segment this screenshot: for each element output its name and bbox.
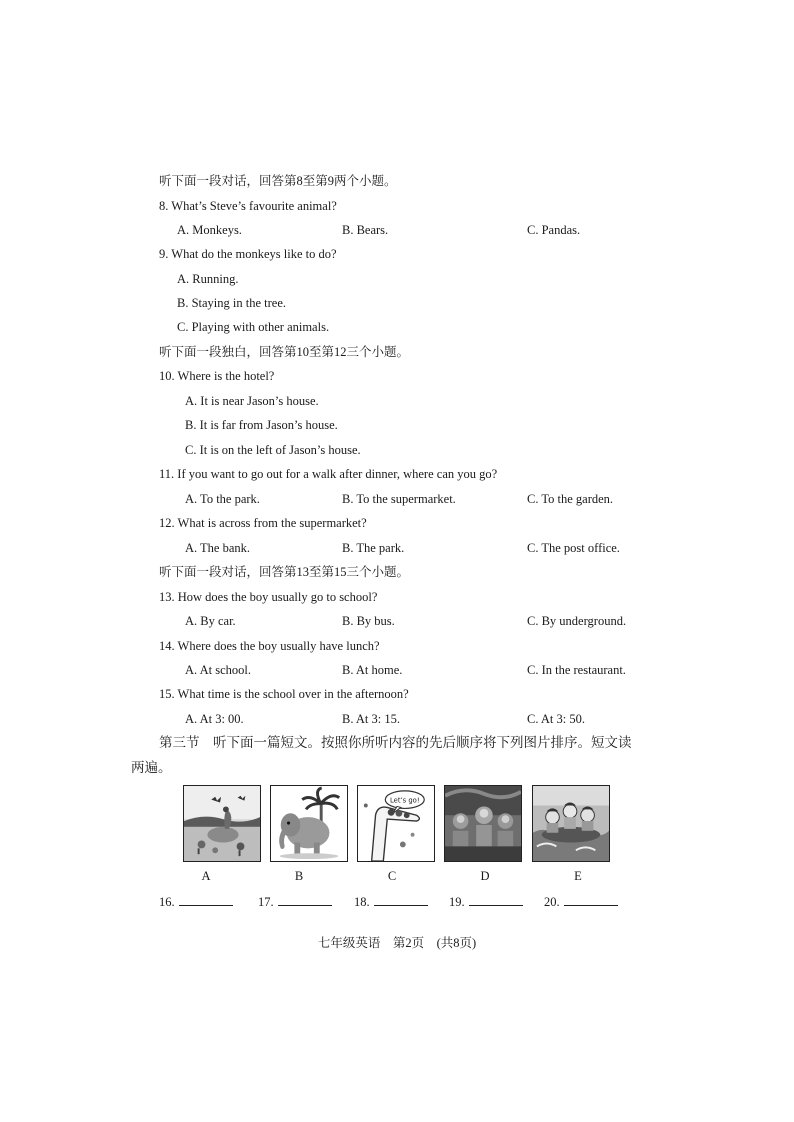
q8-option-a: A. Monkeys. [177, 223, 242, 237]
question-15: 15. What time is the school over in the afternoon? [159, 687, 409, 701]
picture-d-monkeys [444, 785, 522, 862]
q13-option-a: A. By car. [185, 614, 236, 628]
q15-option-a: A. At 3: 00. [185, 712, 244, 726]
answer-17-blank[interactable] [278, 893, 332, 906]
answer-16[interactable] [159, 893, 233, 910]
question-13: 13. How does the boy usually go to school? [159, 590, 378, 604]
answer-17[interactable] [258, 893, 332, 910]
picture-label-d: D [480, 869, 490, 883]
q15-option-c: C. At 3: 50. [527, 712, 585, 726]
section-intro-8-9: 听下面一段对话，回答第8至第9两个小题。 [159, 174, 397, 188]
question-9: 9. What do the monkeys like to do? [159, 247, 337, 261]
answer-19-number: 19. [449, 895, 465, 909]
q10-option-b: B. It is far from Jason’s house. [185, 418, 338, 432]
answer-19-blank[interactable] [469, 893, 523, 906]
q12-option-b: B. The park. [342, 541, 405, 555]
q12-option-a: A. The bank. [185, 541, 251, 555]
picture-e-children-rafting [532, 785, 610, 862]
q15-option-b: B. At 3: 15. [342, 712, 400, 726]
q11-option-c: C. To the garden. [527, 492, 614, 506]
answer-16-number: 16. [159, 895, 175, 909]
picture-label-b: B [294, 869, 304, 883]
q14-option-a: A. At school. [185, 663, 251, 677]
question-14: 14. Where does the boy usually have lunch? [159, 639, 380, 653]
q11-option-a: A. To the park. [185, 492, 260, 506]
answer-17-number: 17. [258, 895, 274, 909]
answer-20-blank[interactable] [564, 893, 618, 906]
q14-option-c: C. In the restaurant. [527, 663, 626, 677]
picture-label-e: E [574, 869, 582, 883]
q14-option-b: B. At home. [342, 663, 403, 677]
q13-option-b: B. By bus. [342, 614, 395, 628]
answer-19[interactable] [449, 893, 523, 910]
question-8: 8. What’s Steve’s favourite animal? [159, 199, 337, 213]
answer-20-number: 20. [544, 895, 560, 909]
answer-18[interactable] [354, 893, 428, 910]
q8-option-b: B. Bears. [342, 223, 389, 237]
answer-18-blank[interactable] [374, 893, 428, 906]
q8-option-c: C. Pandas. [527, 223, 581, 237]
section-intro-10-12: 听下面一段独白，回答第10至第12三个小题。 [159, 345, 410, 359]
section-intro-13-15: 听下面一段对话，回答第13至第15三个小题。 [159, 565, 410, 579]
answer-16-blank[interactable] [179, 893, 233, 906]
question-12: 12. What is across from the supermarket? [159, 516, 367, 530]
picture-a-birds [183, 785, 261, 862]
q13-option-c: C. By underground. [527, 614, 627, 628]
q10-option-a: A. It is near Jason’s house. [185, 394, 319, 408]
speech-bubble-text: Let’s go! [389, 796, 420, 805]
q9-option-a: A. Running. [177, 272, 239, 286]
part3-instruction-line1: 第三节 听下面一篇短文。按照你所听内容的先后顺序将下列图片排序。短文读 [159, 735, 632, 750]
picture-c-tree-bubble [357, 785, 435, 862]
question-11: 11. If you want to go out for a walk after dinner, where can you go? [159, 467, 498, 481]
picture-b-elephant [270, 785, 348, 862]
q12-option-c: C. The post office. [527, 541, 620, 555]
question-10: 10. Where is the hotel? [159, 369, 275, 383]
answer-18-number: 18. [354, 895, 370, 909]
q9-option-c: C. Playing with other animals. [177, 320, 330, 334]
page-footer: 七年级英语 第2页 (共8页) [317, 936, 477, 950]
q10-option-c: C. It is on the left of Jason’s house. [185, 443, 361, 457]
q11-option-b: B. To the supermarket. [342, 492, 456, 506]
picture-label-a: A [201, 869, 211, 883]
q9-option-b: B. Staying in the tree. [177, 296, 287, 310]
picture-label-c: C [387, 869, 397, 883]
answer-20[interactable] [544, 893, 618, 910]
part3-instruction-line2: 两遍。 [131, 760, 172, 775]
